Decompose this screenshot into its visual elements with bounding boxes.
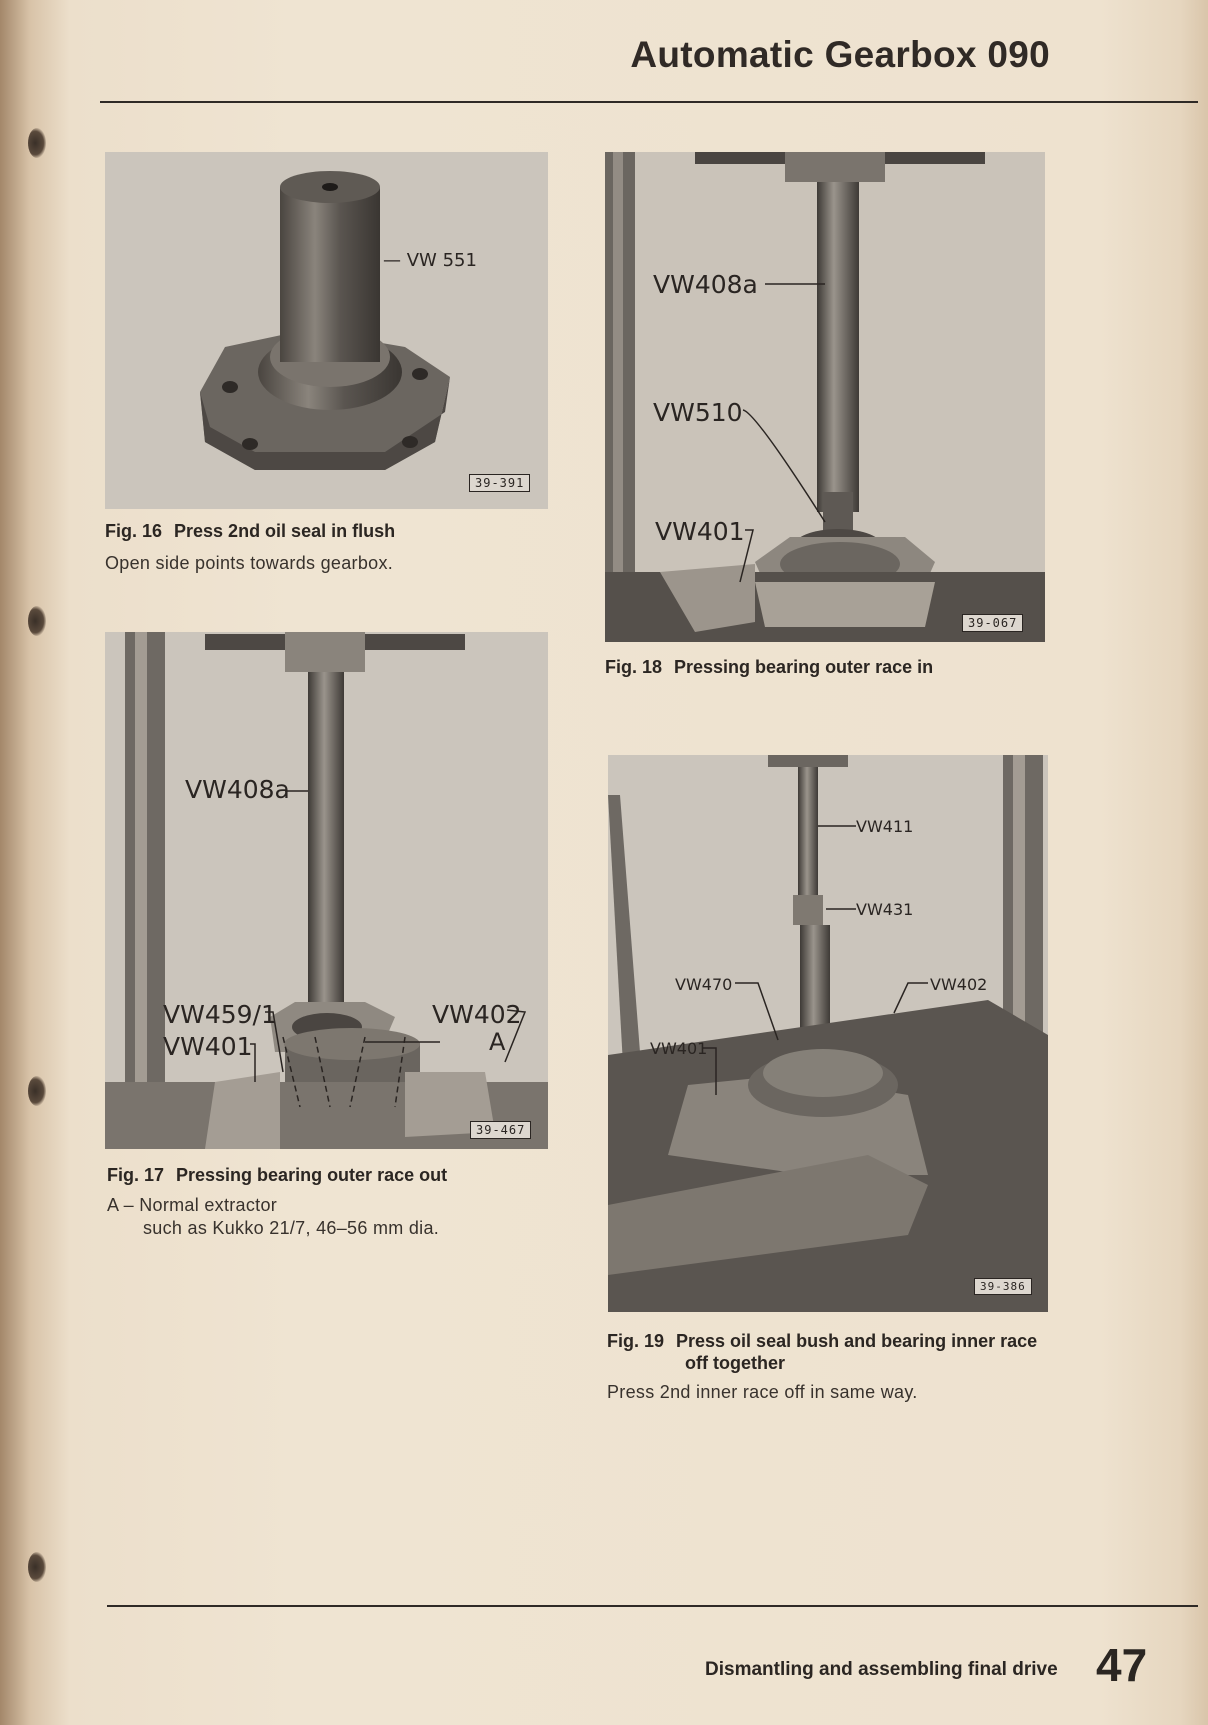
- page-title: Automatic Gearbox 090: [630, 34, 1050, 75]
- tool-label-a: A: [489, 1028, 506, 1056]
- tool-label-vw401: VW401: [163, 1032, 253, 1061]
- tool-label-vw408a: VW408a: [185, 775, 290, 804]
- binder-hole: [28, 128, 46, 158]
- fig18-caption: [605, 656, 933, 678]
- header-rule: [100, 101, 1198, 103]
- figure-number: Fig. 17: [107, 1165, 165, 1185]
- figure-number: Fig. 18: [605, 657, 663, 677]
- binder-hole: [28, 606, 46, 636]
- figure-reference-tag: 39-067: [962, 614, 1023, 632]
- fig16-description: Open side points towards gearbox.: [105, 553, 394, 573]
- fig19-caption-line2: off together: [685, 1353, 785, 1373]
- figure-title: Pressing bearing outer race out: [176, 1165, 448, 1185]
- tool-label-vw551: — VW 551: [383, 250, 477, 271]
- binder-hole: [28, 1552, 46, 1582]
- fig17-caption: [107, 1164, 447, 1186]
- fig16-caption: [105, 520, 395, 542]
- tool-label-vw408a: VW408a: [653, 270, 758, 299]
- tool-label-vw402: VW402: [432, 1000, 522, 1029]
- fig19-photo: [608, 755, 1048, 1312]
- fig17-photo: [105, 632, 548, 1149]
- figure-title: Pressing bearing outer race in: [674, 657, 934, 677]
- figure-title-line1: Press oil seal bush and bearing inner race: [676, 1331, 1038, 1351]
- figure-reference-tag: 39-386: [974, 1278, 1032, 1295]
- page-number: 47: [1096, 1639, 1148, 1691]
- tool-label-vw459-1: VW459/1: [163, 1000, 277, 1029]
- tool-label-vw402: VW402: [930, 975, 988, 994]
- figure-reference-tag: 39-467: [470, 1121, 531, 1139]
- tool-label-vw431: VW431: [856, 900, 914, 919]
- tool-label-vw401: VW401: [655, 517, 745, 546]
- tool-label-vw470: VW470: [675, 975, 733, 994]
- figure-reference-tag: 39-391: [469, 474, 530, 492]
- figure-number: Fig. 16: [105, 521, 163, 541]
- fig17-description-line2: such as Kukko 21/7, 46–56 mm dia.: [143, 1218, 440, 1238]
- fig17-description-line1: A – Normal extractor: [107, 1195, 278, 1215]
- fig16-photo: [105, 152, 548, 509]
- figure-number: Fig. 19: [607, 1331, 665, 1351]
- figure-title: Press 2nd oil seal in flush: [174, 521, 396, 541]
- fig19-description: Press 2nd inner race off in same way.: [607, 1382, 918, 1402]
- fig19-caption: [607, 1330, 1037, 1352]
- binder-hole: [28, 1076, 46, 1106]
- fig18-photo: [605, 152, 1045, 642]
- footer-rule: [107, 1605, 1198, 1607]
- tool-label-vw401: VW401: [650, 1039, 708, 1058]
- footer-section-title: Dismantling and assembling final drive: [705, 1659, 1058, 1680]
- tool-label-vw411: VW411: [856, 817, 914, 836]
- tool-label-vw510: VW510: [653, 398, 743, 427]
